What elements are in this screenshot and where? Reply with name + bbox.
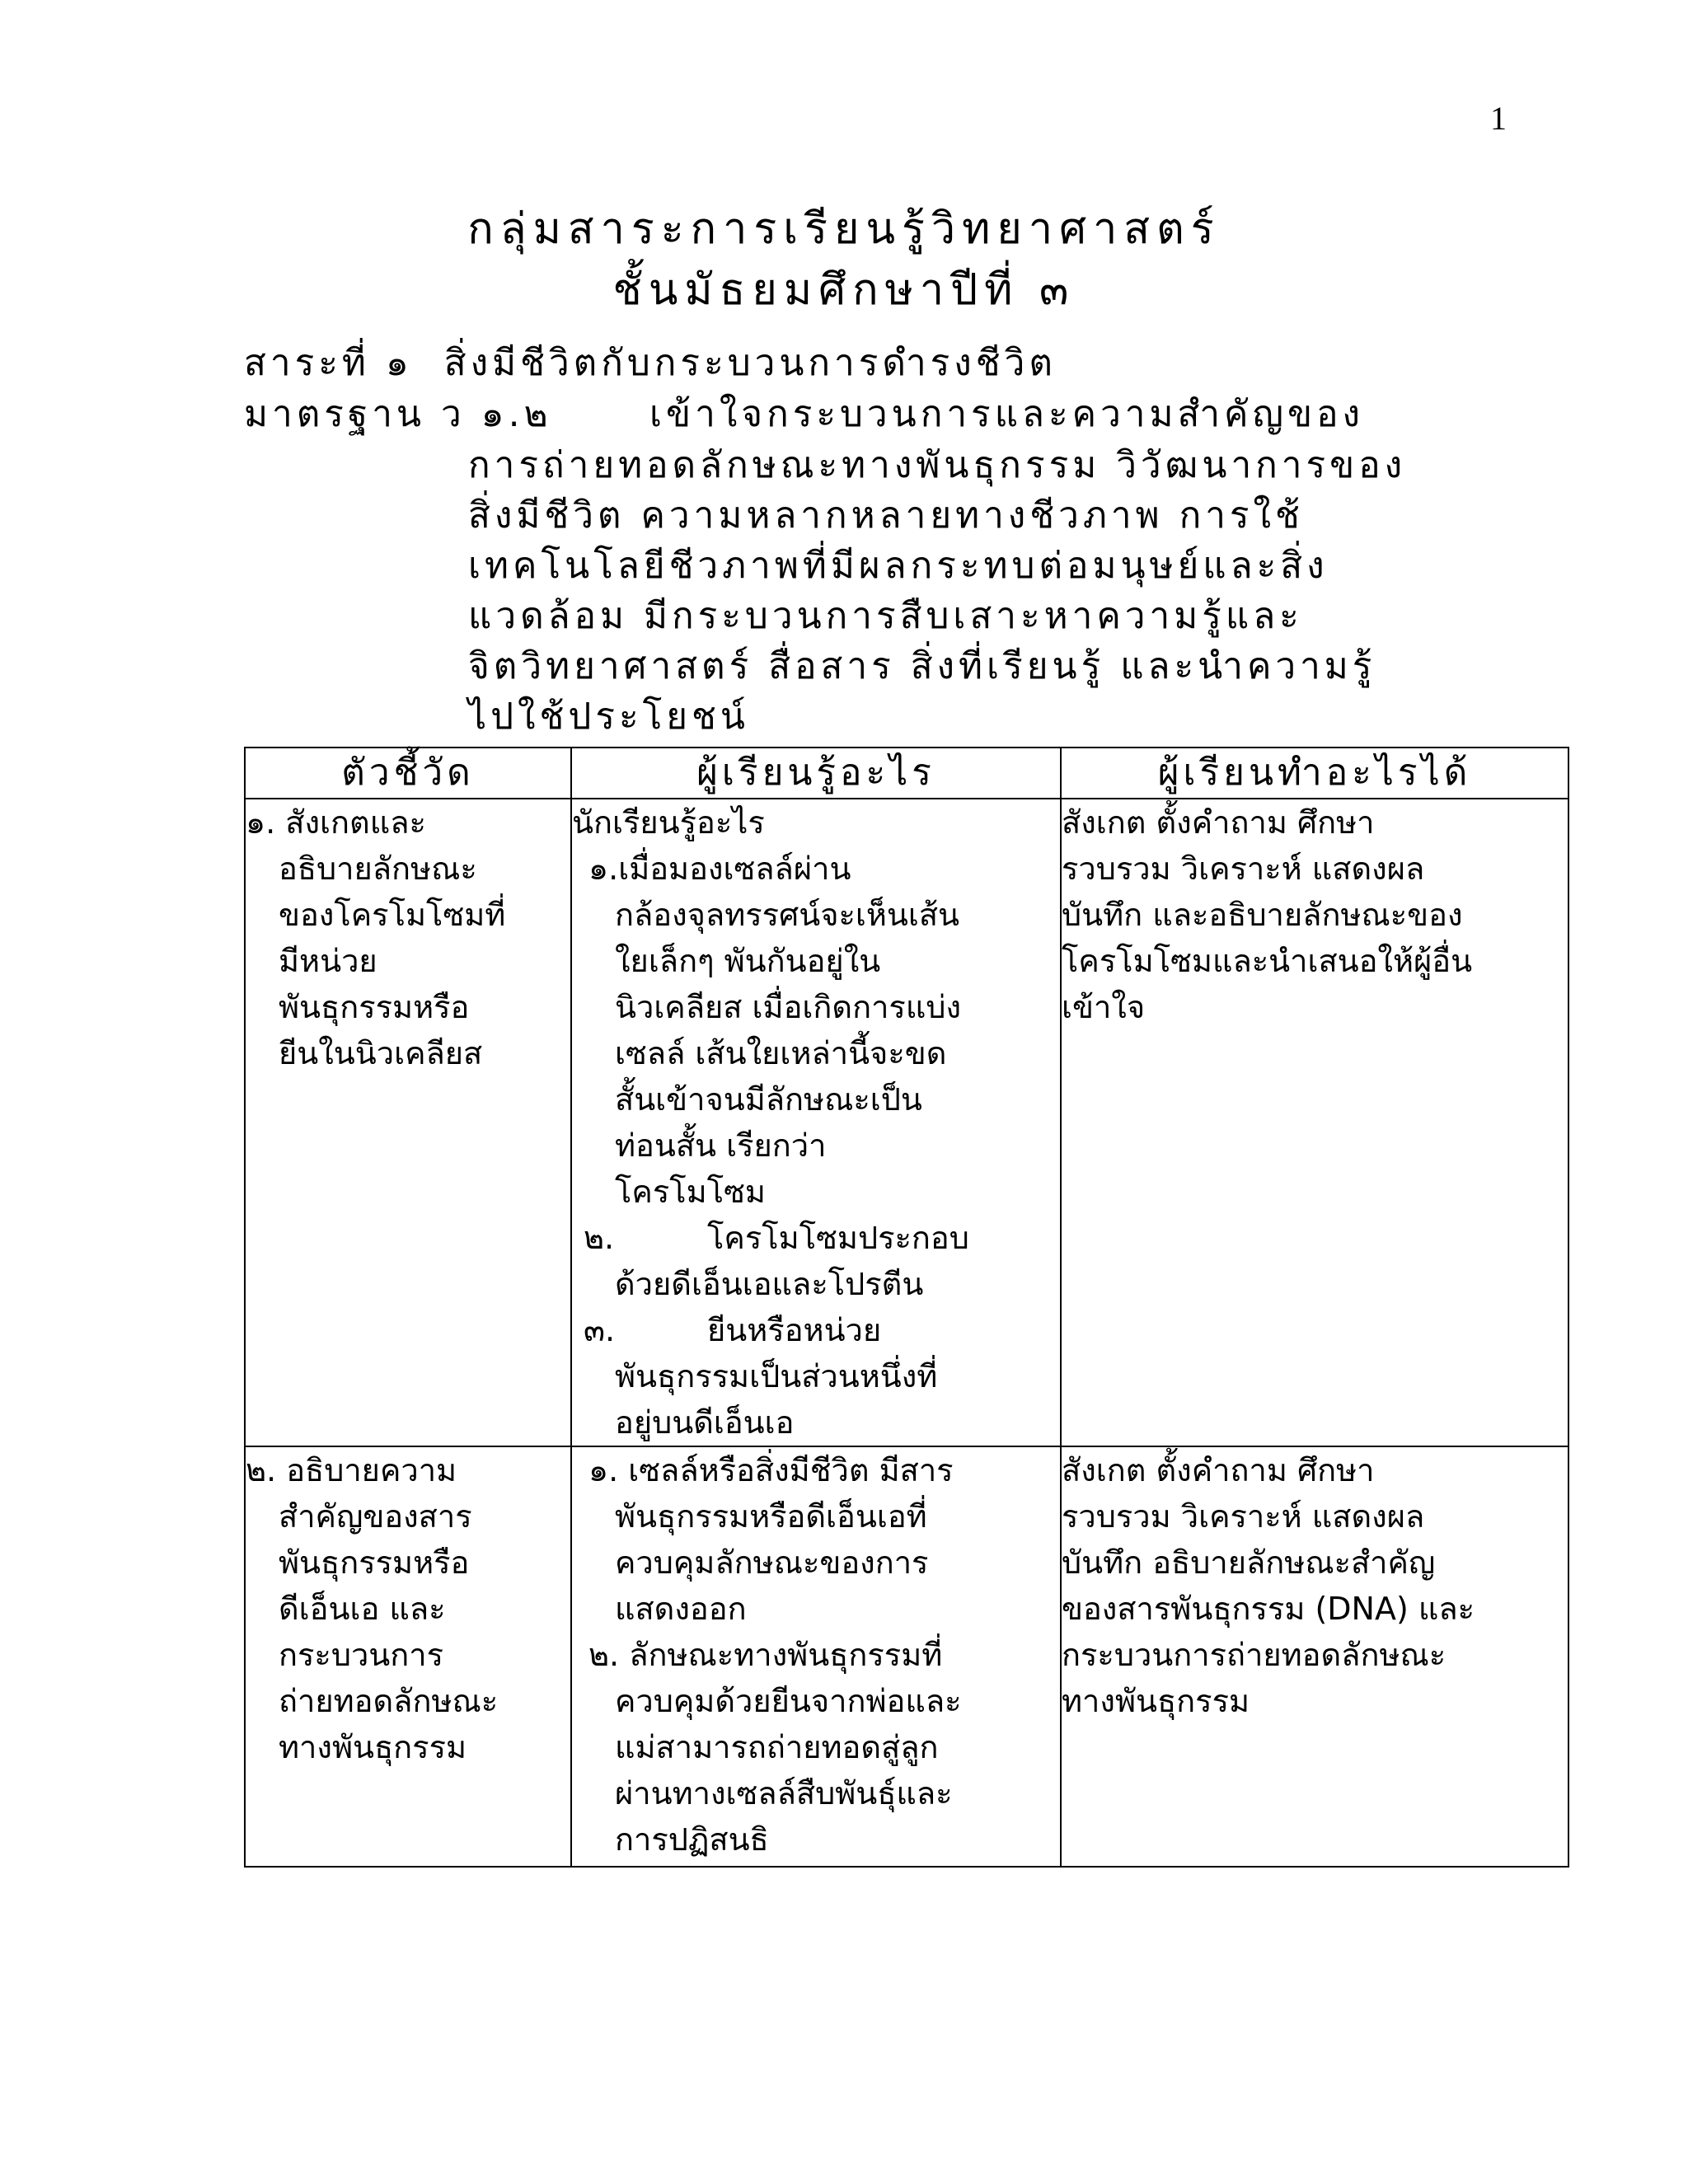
standard-line: เทคโนโลยีชีวภาพที่มีผลกระทบต่อมนุษย์และสิ่ง — [468, 545, 1329, 587]
indicator-line: ยีนในนิวเคลียส — [279, 1035, 483, 1071]
document-title: กลุ่มสาระการเรียนรู้วิทยาศาสตร์ — [467, 204, 1221, 254]
column-header-what-do: ผู้เรียนทำอะไรได้ — [1061, 748, 1568, 799]
activity-line: เข้าใจ — [1062, 989, 1146, 1025]
activity-line: โครโมโซมและนำเสนอให้ผู้อื่น — [1062, 943, 1473, 979]
standard-line: การถ่ายทอดลักษณะทางพันธุกรรม วิวัฒนาการของ — [468, 444, 1407, 486]
indicator-cell — [245, 1446, 571, 1867]
activity-cell — [1061, 799, 1568, 1446]
table-row — [245, 799, 1568, 1446]
learning-item-line: กล้องจุลทรรศน์จะเห็นเส้น — [615, 897, 960, 933]
learning-item-line: ใยเล็กๆ พันกันอยู่ใน — [615, 943, 881, 979]
standard-label: มาตรฐาน ว ๑.๒ — [244, 393, 552, 435]
strand-label: สาระที่ ๑ — [244, 342, 413, 384]
learning-item-line: โครโมโซม — [615, 1174, 766, 1210]
standard-line: แวดล้อม มีกระบวนการสืบเสาะหาความรู้และ — [468, 595, 1303, 637]
strand-text: สิ่งมีชีวิตกับกระบวนการดำรงชีวิต — [443, 342, 1057, 384]
learning-item-line: เซลล์ เส้นใยเหล่านี้จะขด — [615, 1035, 947, 1071]
standard-line: เข้าใจกระบวนการและความสำคัญของ — [649, 393, 1364, 435]
learning-item-line: แม่สามารถถ่ายทอดสู่ลูก — [615, 1729, 939, 1765]
learning-item-line: พันธุกรรมเป็นส่วนหนึ่งที่ — [615, 1358, 938, 1394]
activity-cell — [1061, 1446, 1568, 1867]
learning-item-line: แสดงออก — [615, 1591, 747, 1627]
indicator-line: สำคัญของสาร — [279, 1498, 472, 1535]
learning-item-line: พันธุกรรมหรือดีเอ็นเอที่ — [615, 1498, 927, 1535]
strand-heading — [244, 338, 1057, 389]
learning-content-cell — [571, 799, 1061, 1446]
standard-line: ไปใช้ประโยชน์ — [468, 696, 749, 738]
learning-item-text: โครโมโซมประกอบ — [707, 1220, 969, 1256]
standard-description — [468, 440, 1406, 742]
page-number: 1 — [1490, 100, 1507, 137]
indicator-line: ของโครโมโซมที่ — [279, 897, 506, 933]
learning-item-line: ๒. ลักษณะทางพันธุกรรมที่ — [588, 1637, 943, 1673]
indicator-line: ถ่ายทอดลักษณะ — [279, 1683, 499, 1719]
standard-line: สิ่งมีชีวิต ความหลากหลายทางชีวภาพ การใช้ — [468, 494, 1304, 537]
learning-content-cell — [571, 1446, 1061, 1867]
indicator-line: ๒. อธิบายความ — [246, 1452, 457, 1488]
learning-item-line: ควบคุมด้วยยีนจากพ่อและ — [615, 1683, 962, 1719]
indicator-line: พันธุกรรมหรือ — [279, 1544, 470, 1581]
learning-item-line: สั้นเข้าจนมีลักษณะเป็น — [615, 1081, 922, 1118]
learning-item-text: ยีนหรือหน่วย — [707, 1312, 882, 1348]
activity-line: สังเกต ตั้งคำถาม ศึกษา — [1062, 804, 1375, 841]
indicator-line: กระบวนการ — [279, 1637, 444, 1673]
learning-item-line: ด้วยดีเอ็นเอและโปรตีน — [615, 1266, 924, 1302]
learning-item-line: การปฏิสนธิ — [615, 1821, 769, 1858]
table-row — [245, 1446, 1568, 1867]
learning-item-line — [572, 1215, 1060, 1261]
standard-heading — [244, 389, 1364, 440]
activity-line: บันทึก อธิบายลักษณะสำคัญ — [1062, 1544, 1436, 1581]
learning-item-line: ท่อนสั้น เรียกว่า — [615, 1127, 827, 1164]
indicator-line: ดีเอ็นเอ และ — [279, 1591, 446, 1627]
activity-line: สังเกต ตั้งคำถาม ศึกษา — [1062, 1452, 1375, 1488]
learning-item-number: ๒. — [584, 1220, 615, 1256]
grade-level-title: ชั้นมัธยมศึกษาปีที่ ๓ — [612, 265, 1076, 315]
table-header-row — [245, 748, 1568, 799]
column-header-indicators: ตัวชี้วัด — [245, 748, 571, 799]
indicator-line: อธิบายลักษณะ — [279, 851, 477, 887]
indicator-line: ๑. สังเกตและ — [246, 804, 426, 841]
learning-item-line: นิวเคลียส เมื่อเกิดการแบ่ง — [615, 989, 962, 1025]
standard-line: จิตวิทยาศาสตร์ สื่อสาร สิ่งที่เรียนรู้ และนำความรู้ — [468, 645, 1376, 687]
learning-item-line: ควบคุมลักษณะของการ — [615, 1544, 929, 1581]
learning-item-line: ๑.เมื่อมองเซลล์ผ่าน — [588, 851, 851, 887]
activity-line: บันทึก และอธิบายลักษณะของ — [1062, 897, 1463, 933]
activity-line: ทางพันธุกรรม — [1062, 1683, 1250, 1719]
activity-line: รวบรวม วิเคราะห์ แสดงผล — [1062, 1498, 1425, 1535]
indicator-line: ทางพันธุกรรม — [279, 1729, 467, 1765]
learning-item-line: อยู่บนดีเอ็นเอ — [615, 1404, 795, 1441]
indicator-line: พันธุกรรมหรือ — [279, 989, 470, 1025]
indicator-line: มีหน่วย — [279, 943, 377, 979]
indicator-cell — [245, 799, 571, 1446]
activity-line: รวบรวม วิเคราะห์ แสดงผล — [1062, 851, 1425, 887]
learning-item-line: ๑. เซลล์หรือสิ่งมีชีวิต มีสาร — [588, 1452, 954, 1488]
learning-item-number: ๓. — [584, 1312, 616, 1348]
learning-label: นักเรียนรู้อะไร — [572, 804, 765, 841]
column-header-what-learn: ผู้เรียนรู้อะไร — [571, 748, 1061, 799]
activity-line: ของสารพันธุกรรม (DNA) และ — [1062, 1591, 1475, 1627]
learning-item-line: ผ่านทางเซลล์สืบพันธุ์และ — [615, 1775, 953, 1811]
activity-line: กระบวนการถ่ายทอดลักษณะ — [1062, 1637, 1447, 1673]
indicator-table — [244, 747, 1569, 1868]
learning-item-line — [572, 1307, 1060, 1353]
